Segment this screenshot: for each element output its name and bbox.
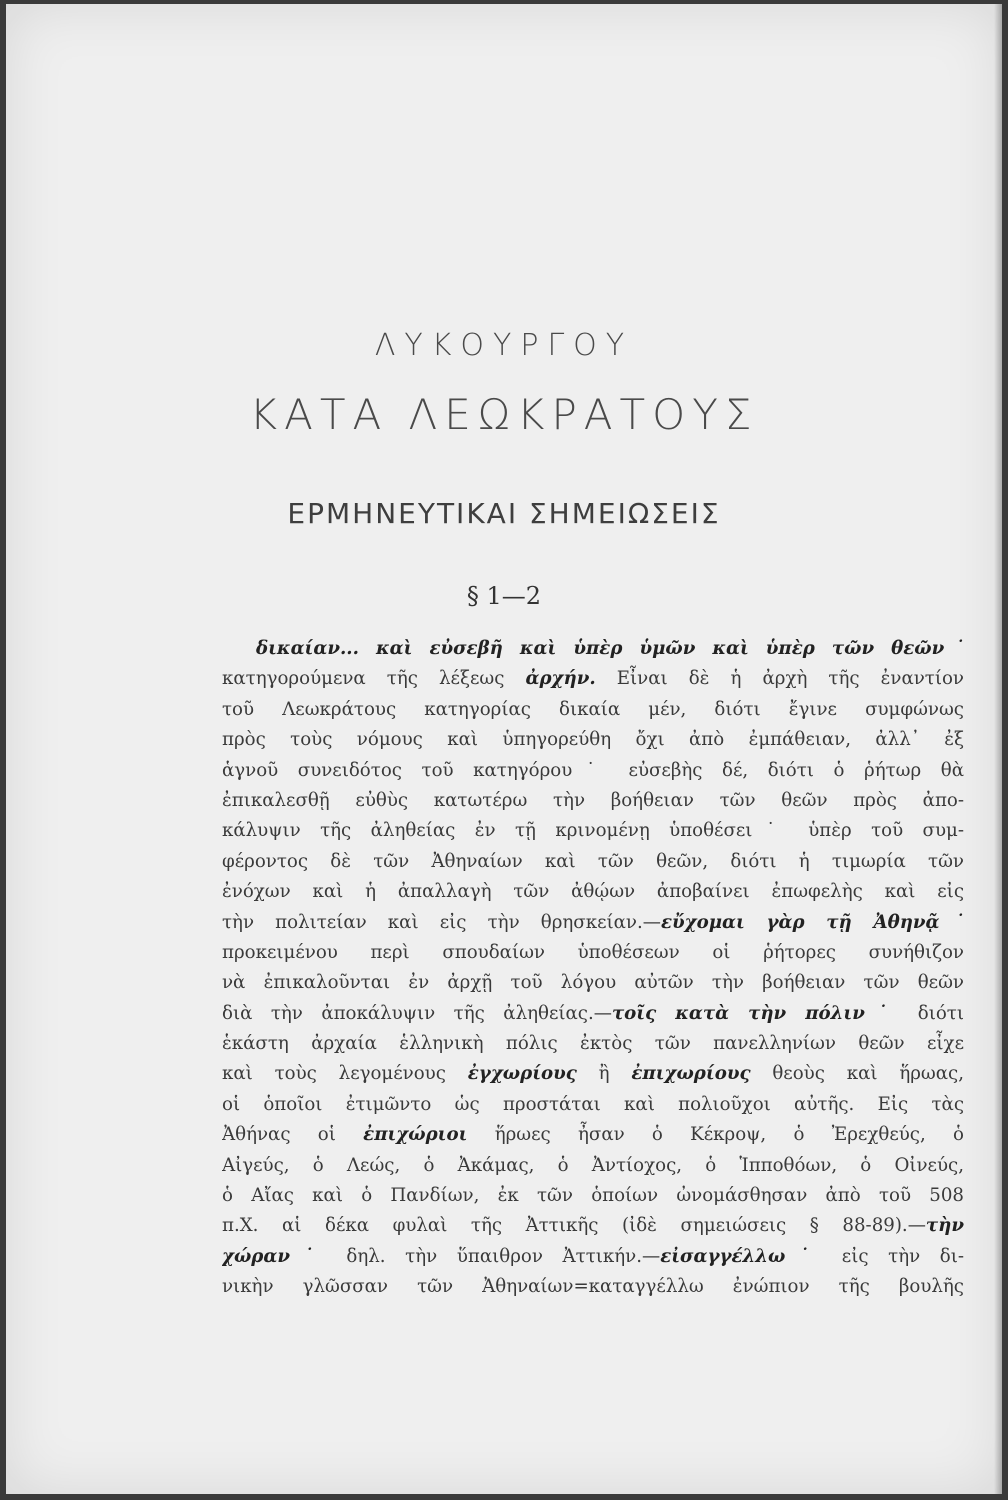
- text-line: [222, 756, 964, 786]
- text-run: ἢ: [576, 1063, 632, 1085]
- lemma-text: χώραν˙: [222, 1245, 327, 1267]
- author-heading: ΛΥΚΟΥΡΓΟΥ: [374, 328, 634, 363]
- text-line: [222, 695, 964, 725]
- lemma-text: δικαίαν... καὶ εὐσεβῆ καὶ ὑπὲρ ὑμῶν καὶ ὑπὲρ τῶν θεῶν˙: [256, 638, 964, 659]
- text-run: εἰς τὴν δι-: [822, 1245, 964, 1267]
- text-run: ἥρωες ἦσαν ὁ Κέκροψ, ὁ Ἐρεχθεύς, ὁ: [467, 1124, 964, 1146]
- lemma-text: ἐπιχώριοι: [363, 1124, 468, 1146]
- text-line: [222, 1181, 964, 1211]
- text-line: [222, 908, 964, 938]
- text-line: [222, 1151, 964, 1181]
- text-line: [222, 664, 964, 694]
- text-line: [222, 725, 964, 755]
- text-line: [222, 847, 964, 877]
- text-line: [222, 1059, 964, 1089]
- text-line: [222, 1120, 964, 1150]
- text-line: [222, 968, 964, 998]
- text-line: [222, 1029, 964, 1059]
- text-line: [222, 877, 964, 907]
- text-line: [222, 1090, 964, 1120]
- lemma-text: ἐγχωρίους: [467, 1063, 577, 1085]
- text-line: [222, 938, 964, 968]
- lemma-text: εἰσαγγέλλω˙: [660, 1245, 823, 1267]
- text-run: οἱ ὁποῖοι ἐτιμῶντο ὡς προστάται καὶ πολιοῦχοι αὐτῆς. Εἰς τὰς: [222, 1093, 964, 1115]
- text-run: θεοὺς καὶ ἥρωας,: [750, 1063, 964, 1085]
- commentary-body: [222, 634, 964, 1303]
- text-line: [222, 1272, 964, 1302]
- text-run: τοῦ Λεωκράτους κατηγορίας δικαία μέν, διότι ἔγινε συμφώνως: [222, 698, 964, 720]
- lemma-text: τὴν: [925, 1215, 964, 1237]
- notes-subtitle: ΕΡΜΗΝΕΥΤΙΚΑΙ ΣΗΜΕΙΩΣΕΙΣ: [287, 497, 721, 530]
- text-line: [222, 1242, 964, 1272]
- text-run: Ἀθήνας οἱ: [222, 1124, 364, 1146]
- lemma-text: εὔχομαι γὰρ τῇ Ἀθηνᾷ˙: [660, 911, 964, 933]
- text-run: Εἶναι δὲ ἡ ἀρχὴ τῆς ἐναντίον: [595, 668, 964, 690]
- text-line: [222, 999, 964, 1029]
- section-number: § 1—2: [466, 582, 542, 610]
- lemma-text: ἀρχήν.: [525, 668, 596, 690]
- text-run: νικὴν γλῶσσαν τῶν Ἀθηναίων=καταγγέλλω ἐνώπιον τῆς βουλῆς: [222, 1276, 964, 1298]
- text-run: προκειμένου περὶ σπουδαίων ὑποθέσεων οἱ ῥήτορες συνήθιζον: [222, 941, 964, 963]
- text-run: διὰ τὴν ἀποκάλυψιν τῆς ἀληθείας.—: [222, 1002, 612, 1024]
- text-run: καὶ τοὺς λεγομένους: [222, 1063, 468, 1085]
- text-run: δηλ. τὴν ὕπαιθρον Ἀττικήν.—: [326, 1245, 661, 1267]
- text-run: ἐπικαλεσθῇ εὐθὺς κατωτέρω τὴν βοήθειαν τῶν θεῶν πρὸς ἀπο-: [222, 789, 964, 811]
- text-line: [222, 634, 964, 664]
- text-run: πρὸς τοὺς νόμους καὶ ὑπηγορεύθη ὄχι ἀπὸ ἐμπάθειαν, ἀλλ᾽ ἐξ: [222, 729, 964, 751]
- lemma-text: τοῖς κατὰ τὴν πόλιν˙: [611, 1002, 900, 1024]
- text-run: διότι: [899, 1002, 964, 1024]
- text-run: τὴν πολιτείαν καὶ εἰς τὴν θρησκείαν.—: [222, 911, 661, 933]
- text-line: [222, 816, 964, 846]
- text-run: ἁγνοῦ συνειδότος τοῦ κατηγόρου˙ εὐσεβὴς δέ, διότι ὁ ῥήτωρ θὰ: [222, 759, 964, 781]
- page-edge-shadow: [994, 4, 1002, 1494]
- text-run: ἑκάστη ἀρχαία ἑλληνικὴ πόλις ἐκτὸς τῶν πανελληνίων θεῶν εἶχε: [222, 1033, 964, 1055]
- text-run: Αἰγεύς, ὁ Λεώς, ὁ Ἀκάμας, ὁ Ἀντίοχος, ὁ Ἱπποθόων, ὁ Οἰνεύς,: [222, 1154, 964, 1176]
- lemma-text: ἐπιχωρίους: [631, 1063, 751, 1085]
- text-line: [222, 786, 964, 816]
- text-run: φέροντος δὲ τῶν Ἀθηναίων καὶ τῶν θεῶν, διότι ἡ τιμωρία τῶν: [222, 850, 964, 872]
- text-run: π.Χ. αἱ δέκα φυλαὶ τῆς Ἀττικῆς (ἰδὲ σημειώσεις § 88-89).—: [222, 1215, 926, 1237]
- text-run: νὰ ἐπικαλοῦνται ἐν ἀρχῇ τοῦ λόγου αὐτῶν τὴν βοήθειαν τῶν θεῶν: [222, 972, 964, 994]
- text-run: κατηγορούμενα τῆς λέξεως: [222, 668, 526, 690]
- work-title: ΚΑΤΑ ΛΕΩΚΡΑΤΟΥΣ: [249, 390, 759, 439]
- text-run: ἐνόχων καὶ ἡ ἀπαλλαγὴ τῶν ἀθῴων ἀποβαίνει ἐπωφελὴς καὶ εἰς: [222, 881, 964, 903]
- text-run: κάλυψιν τῆς ἀληθείας ἐν τῇ κρινομένῃ ὑποθέσει˙ ὑπὲρ τοῦ συμ-: [222, 820, 964, 842]
- text-line: [222, 1211, 964, 1241]
- text-run: ὁ Αἴας καὶ ὁ Πανδίων, ἐκ τῶν ὁποίων ὠνομάσθησαν ἀπὸ τοῦ 508: [222, 1185, 964, 1207]
